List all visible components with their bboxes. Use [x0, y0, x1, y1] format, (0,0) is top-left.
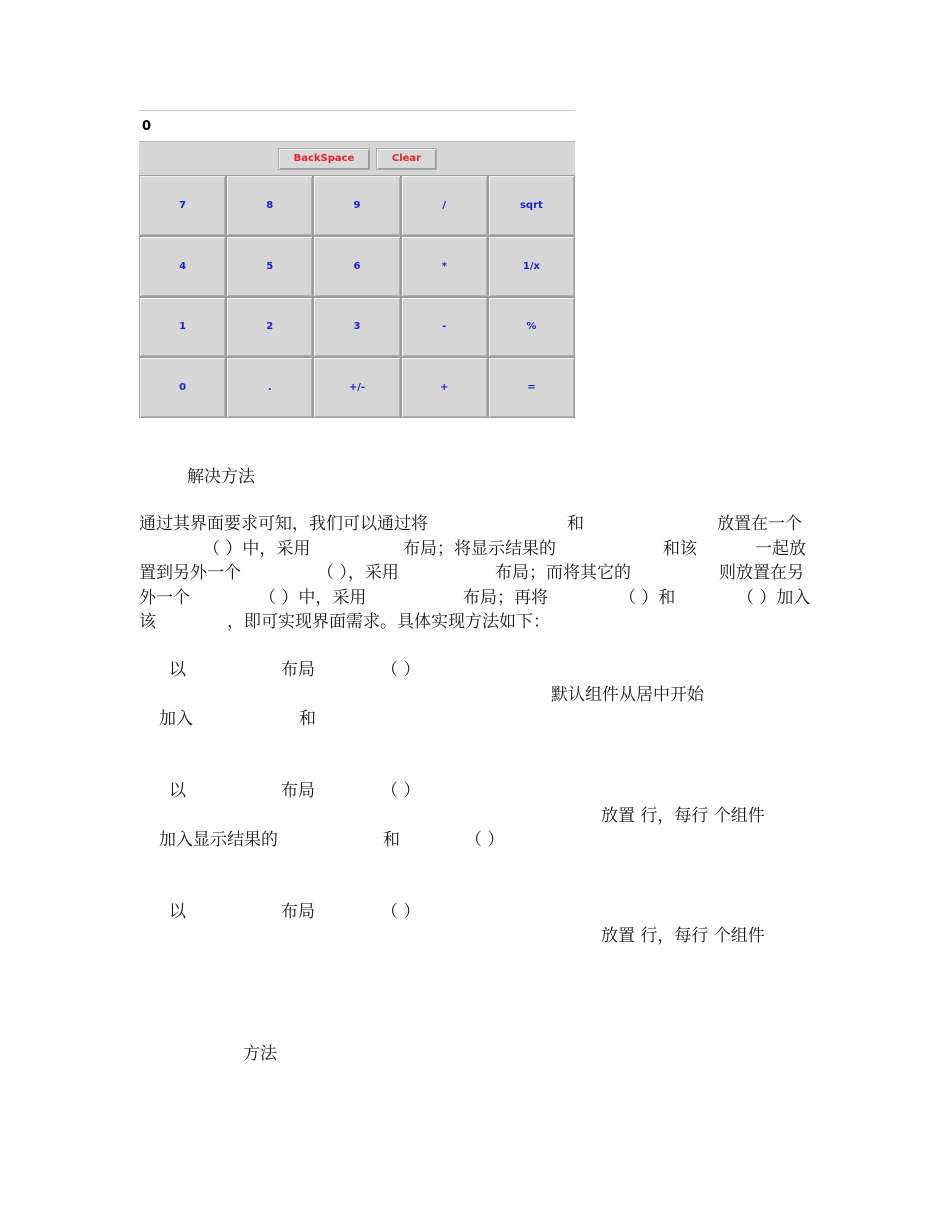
step-text: （ ）: [381, 902, 421, 922]
key-equals[interactable]: =: [488, 357, 575, 418]
para-text: 外一个: [139, 588, 190, 608]
step-text: 和: [299, 709, 316, 729]
heading-method: 方法: [243, 1044, 277, 1064]
step-text: 加入: [159, 709, 193, 729]
key-4[interactable]: 4: [139, 236, 226, 297]
key-2[interactable]: 2: [226, 297, 313, 358]
clear-button[interactable]: Clear: [376, 148, 437, 170]
key-8[interactable]: 8: [226, 175, 313, 236]
para-text: 和: [567, 514, 584, 534]
key-3[interactable]: 3: [313, 297, 400, 358]
key-sqrt[interactable]: sqrt: [488, 175, 575, 236]
key-decimal[interactable]: .: [226, 357, 313, 418]
step-text: 加入显示结果的: [159, 830, 278, 850]
key-divide[interactable]: /: [401, 175, 488, 236]
para-text: 布局；而将其它的: [495, 563, 631, 583]
display-field[interactable]: 0: [139, 111, 575, 142]
step-comment: 放置 行，每行 个组件: [601, 926, 765, 946]
para-text: 布局；再将: [463, 588, 548, 608]
para-text: 置到另外一个: [139, 563, 241, 583]
step-text: 布局: [281, 660, 315, 680]
step-text: 布局: [281, 781, 315, 801]
para-text: 放置在一个: [717, 514, 802, 534]
key-reciprocal[interactable]: 1/x: [488, 236, 575, 297]
para-text: （ ）中，采用: [259, 588, 367, 608]
step-text: （ ）: [381, 781, 421, 801]
key-1[interactable]: 1: [139, 297, 226, 358]
key-add[interactable]: +: [401, 357, 488, 418]
key-5[interactable]: 5: [226, 236, 313, 297]
para-text: （ ）加入: [737, 588, 811, 608]
key-7[interactable]: 7: [139, 175, 226, 236]
step-text: （ ）: [381, 660, 421, 680]
para-text: （ ）中，采用: [203, 539, 311, 559]
key-percent[interactable]: %: [488, 297, 575, 358]
key-negate[interactable]: +/-: [313, 357, 400, 418]
para-text: 布局；将显示结果的: [403, 539, 556, 559]
step-text: 和: [383, 830, 400, 850]
step-text: 布局: [281, 902, 315, 922]
backspace-button[interactable]: BackSpace: [278, 148, 370, 170]
para-text: 则放置在另: [719, 563, 804, 583]
para-text: 通过其界面要求可知，我们可以通过将: [139, 514, 428, 534]
para-text: （ ），采用: [317, 563, 399, 583]
keypad: [139, 175, 575, 418]
para-text: 该: [139, 612, 156, 632]
key-0[interactable]: 0: [139, 357, 226, 418]
para-text: 和该: [663, 539, 697, 559]
key-multiply[interactable]: *: [401, 236, 488, 297]
step-text: 以: [169, 902, 186, 922]
step-text: 以: [169, 781, 186, 801]
step-comment: 放置 行，每行 个组件: [601, 806, 765, 826]
heading-solution: 解决方法: [187, 467, 255, 487]
para-text: 一起放: [755, 539, 806, 559]
para-text: ，即可实现界面需求。具体实现方法如下：: [227, 612, 550, 632]
key-6[interactable]: 6: [313, 236, 400, 297]
key-9[interactable]: 9: [313, 175, 400, 236]
calculator-window: [139, 110, 575, 418]
step-comment: 默认组件从居中开始: [551, 685, 704, 705]
para-text: （ ）和: [619, 588, 676, 608]
key-subtract[interactable]: -: [401, 297, 488, 358]
step-text: （ ）: [465, 830, 505, 850]
step-text: 以: [169, 660, 186, 680]
